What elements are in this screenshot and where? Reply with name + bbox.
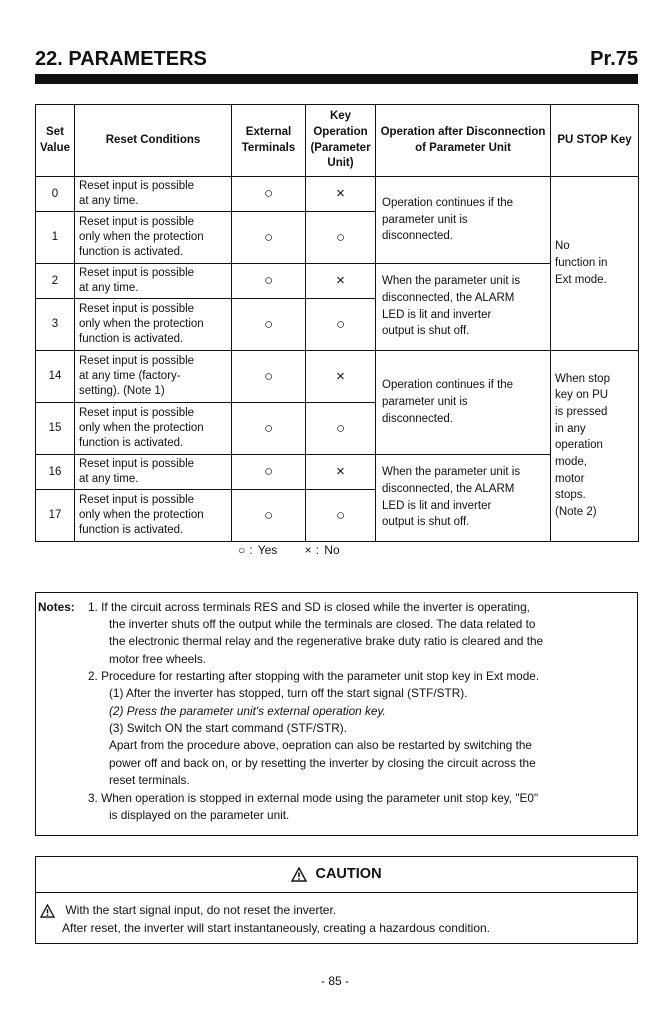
external-terminals-mark: ○ xyxy=(232,489,306,541)
note-line: power off and back on, or by resetting the inverter by closing the circuit across the xyxy=(109,756,536,770)
note-line: reset terminals. xyxy=(109,773,190,787)
pu-stop-text: When stop key on PU is pressed in any operation mode, motor stops. (Note 2) xyxy=(551,350,639,541)
yes-symbol: ○ xyxy=(238,543,246,557)
key-operation-mark: × xyxy=(306,350,376,402)
header-key-operation: Key Operation (Parameter Unit) xyxy=(306,105,376,177)
key-operation-mark: ○ xyxy=(306,402,376,454)
external-terminals-mark: ○ xyxy=(232,177,306,212)
parameter-table xyxy=(35,104,639,542)
notes-box xyxy=(35,592,638,836)
table-row xyxy=(36,177,639,212)
header-external-terminals: External Terminals xyxy=(232,105,306,177)
set-value: 1 xyxy=(36,211,75,263)
reset-condition: Reset input is possible only when the protection function is activated. xyxy=(75,211,232,263)
reset-condition: Reset input is possible at any time. xyxy=(75,263,232,298)
note-line: motor free wheels. xyxy=(109,652,207,666)
external-terminals-mark: ○ xyxy=(232,402,306,454)
header-set-value: Set Value xyxy=(36,105,75,177)
yes-label: : Yes xyxy=(249,543,278,557)
table-row xyxy=(36,263,639,298)
note-line: the inverter shuts off the output while the terminals are closed. The data related to xyxy=(109,617,536,631)
key-operation-mark: ○ xyxy=(306,489,376,541)
pu-stop-text: No function in Ext mode. xyxy=(551,177,639,351)
page-number: - 85 - xyxy=(320,974,349,988)
notes-label: Notes: xyxy=(38,600,75,614)
parameter-code: Pr.75 xyxy=(590,48,638,70)
set-value: 15 xyxy=(36,402,75,454)
external-terminals-mark: ○ xyxy=(232,350,306,402)
key-operation-mark: × xyxy=(306,177,376,212)
note-line: 3. When operation is stopped in external mode using the parameter unit stop key, "E0" xyxy=(88,791,539,805)
reset-condition: Reset input is possible at any time. xyxy=(75,177,232,212)
key-operation-mark: × xyxy=(306,454,376,489)
caution-line: After reset, the inverter will start instantaneously, creating a hazardous condition. xyxy=(62,921,490,935)
reset-condition: Reset input is possible only when the protection function is activated. xyxy=(75,489,232,541)
header-rule xyxy=(35,74,638,84)
note-line: (1) After the inverter has stopped, turn off the start signal (STF/STR). xyxy=(109,686,468,700)
caution-title: CAUTION xyxy=(315,866,382,882)
no-label: : No xyxy=(315,543,340,557)
table-row xyxy=(36,454,639,489)
key-operation-mark: ○ xyxy=(306,211,376,263)
note-line: 2. Procedure for restarting after stopping with the parameter unit stop key in Ext mode. xyxy=(88,669,540,683)
caution-line: With the start signal input, do not reset the inverter. xyxy=(40,903,336,918)
note-line: 1. If the circuit across terminals RES and SD is closed while the inverter is operating, xyxy=(88,600,530,614)
header-reset-conditions: Reset Conditions xyxy=(75,105,232,177)
note-line: the electronic thermal relay and the regenerative brake duty ratio is cleared and the xyxy=(109,634,544,648)
warning-triangle-icon xyxy=(291,867,307,882)
no-symbol: × xyxy=(304,543,312,557)
set-value: 0 xyxy=(36,177,75,212)
external-terminals-mark: ○ xyxy=(232,263,306,298)
key-operation-mark: ○ xyxy=(306,298,376,350)
key-operation-mark: × xyxy=(306,263,376,298)
external-terminals-mark: ○ xyxy=(232,211,306,263)
caution-box xyxy=(35,856,638,944)
set-value: 16 xyxy=(36,454,75,489)
caution-header xyxy=(36,857,637,893)
set-value: 14 xyxy=(36,350,75,402)
reset-condition: Reset input is possible only when the protection function is activated. xyxy=(75,298,232,350)
warning-triangle-icon xyxy=(40,904,55,918)
set-value: 2 xyxy=(36,263,75,298)
note-line: (2) Press the parameter unit's external operation key. xyxy=(109,704,386,718)
set-value: 17 xyxy=(36,489,75,541)
set-value: 3 xyxy=(36,298,75,350)
reset-condition: Reset input is possible only when the protection function is activated. xyxy=(75,402,232,454)
reset-condition: Reset input is possible at any time. xyxy=(75,454,232,489)
external-terminals-mark: ○ xyxy=(232,454,306,489)
reset-condition: Reset input is possible at any time (factory- setting). (Note 1) xyxy=(75,350,232,402)
note-line: (3) Switch ON the start command (STF/STR). xyxy=(109,721,347,735)
operation-after-text: Operation continues if the parameter unit is disconnected. xyxy=(376,177,551,264)
symbol-legend xyxy=(238,543,344,557)
note-line: is displayed on the parameter unit. xyxy=(109,808,290,822)
external-terminals-mark: ○ xyxy=(232,298,306,350)
note-line: Apart from the procedure above, oepration can also be restarted by switching the xyxy=(109,738,532,752)
operation-after-text: When the parameter unit is disconnected, the ALARM LED is lit and inverter output is shut off. xyxy=(376,454,551,541)
header-operation-after: Operation after Disconnection of Parameter Unit xyxy=(376,105,551,177)
operation-after-text: When the parameter unit is disconnected, the ALARM LED is lit and inverter output is shut off. xyxy=(376,263,551,350)
operation-after-text: Operation continues if the parameter unit is disconnected. xyxy=(376,350,551,454)
section-title: 22. PARAMETERS xyxy=(35,48,207,70)
header-pu-stop-key: PU STOP Key xyxy=(551,105,639,177)
table-row xyxy=(36,350,639,402)
